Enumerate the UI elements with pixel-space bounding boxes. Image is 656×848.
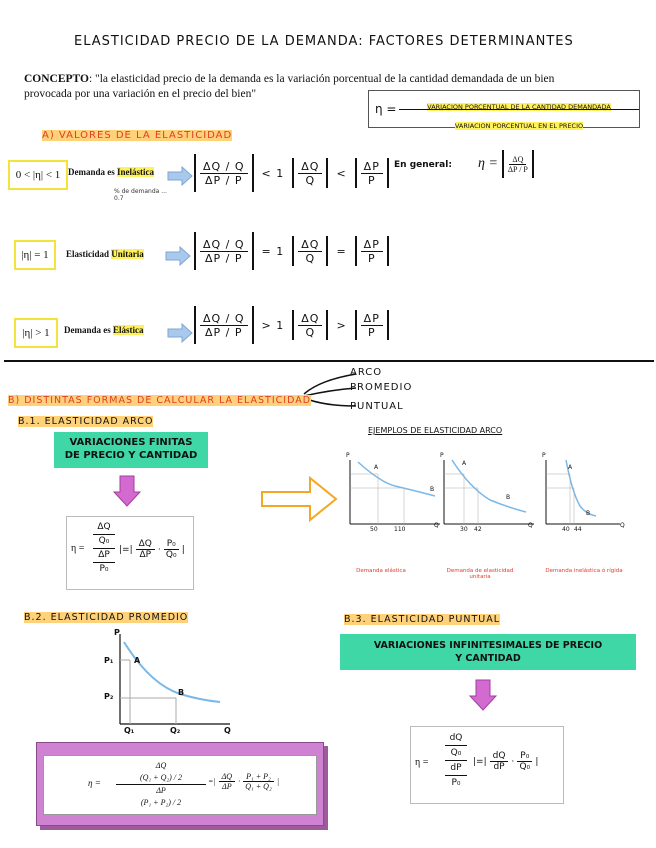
b2-q2: Q₂ xyxy=(170,726,181,735)
ex2-x1: 30 xyxy=(460,526,468,533)
formula-elastic: $\frac{\Delta Q / Q}{\Delta P / P}$ > 1 $\frac{\Delta Q}{Q}$ > $\frac{\Delta P}{P}$ xyxy=(194,306,389,344)
b2-axis-p: P xyxy=(114,628,120,637)
ex1-axis-q: Q xyxy=(434,522,439,529)
ex2-caption: Demanda de elasticidad unitaria xyxy=(446,568,514,580)
b2-p1: P₁ xyxy=(104,656,114,665)
definition-eta: η = xyxy=(375,102,397,116)
b3-title: B.3. ELASTICIDAD PUNTUAL xyxy=(344,614,501,625)
big-arrow-icon xyxy=(260,474,340,524)
b2-title: B.2. ELASTICIDAD PROMEDIO xyxy=(24,612,189,623)
note-inelastic: % de demanda ... 0.7 xyxy=(114,188,167,202)
condition-unitary: |η| = 1 xyxy=(14,240,56,270)
ex2-a: A xyxy=(462,460,467,467)
b1-formula-box: η = ΔQ Q₀ ΔP P₀ |=| $\frac{\Delta Q}{\Delta P}$ · $\frac{\text{P₀}}{\text{Q₀}}$ | xyxy=(66,516,194,590)
section-a-title: A) VALORES DE LA ELASTICIDAD xyxy=(42,130,233,141)
arrow-right-icon xyxy=(168,324,192,342)
page-title: ELASTICIDAD PRECIO DE LA DEMANDA: FACTORES DETERMINANTES xyxy=(74,34,574,49)
examples-title: EJEMPLOS DE ELASTICIDAD ARCO xyxy=(368,426,503,435)
arrow-right-icon xyxy=(166,247,190,265)
ex2-x2: 42 xyxy=(474,526,482,533)
b2-axis-q: Q xyxy=(224,726,231,735)
definition-denominator: VARIACION PORCENTUAL EN EL PRECIO xyxy=(454,122,584,130)
arrow-right-icon xyxy=(168,167,192,185)
ex3-x1: 40 xyxy=(562,526,570,533)
ex1-a: A xyxy=(374,464,379,471)
formula-unitary: $\frac{\Delta Q / Q}{\Delta P / P}$ = 1 $\frac{\Delta Q}{Q}$ = $\frac{\Delta P}{P}$ xyxy=(194,232,389,270)
ex3-a: A xyxy=(568,464,573,471)
b2-b: B xyxy=(178,688,185,697)
ex2-b: B xyxy=(506,494,511,501)
section-b-title: B) DISTINTAS FORMAS DE CALCULAR LA ELASTICIDAD xyxy=(8,395,312,406)
label-unitary: Elasticidad Unitaria xyxy=(66,249,144,259)
ex1-caption: Demanda elástica xyxy=(356,568,406,574)
ex3-axis-q: Q xyxy=(620,522,625,529)
b2-a: A xyxy=(134,656,141,665)
b2-formula-box: η = ΔQ (Q₁ + Q₂) / 2 ΔP (P₁ + P₂) / 2 =| $\frac{\Delta Q}{\Delta P}$ · $\frac{\text{P₁ + P₂}}{\text{Q₁ + Q₂}}$ | xyxy=(36,742,324,826)
concept-line2: provocada por una variación en el precio del bien" xyxy=(24,88,257,100)
b3-eta: η = xyxy=(415,757,429,768)
condition-inelastic: 0 < |η| < 1 xyxy=(8,160,68,190)
b3-formula-box: η = dQ Q₀ dP P₀ |=| $\frac{dQ}{dP}$ · $\frac{\text{P₀}}{\text{Q₀}}$ | xyxy=(410,726,564,804)
b2-big-frac: ΔQ (Q₁ + Q₂) / 2 ΔP (P₁ + P₂) / 2 xyxy=(116,760,206,809)
b3-down-arrow xyxy=(468,678,498,712)
ex2-axis-q: Q xyxy=(528,522,533,529)
general-label: En general: xyxy=(394,160,452,170)
b3-box: VARIACIONES INFINITESIMALES DE PRECIO Y CANTIDAD xyxy=(340,634,636,670)
b2-p2: P₂ xyxy=(104,692,114,701)
definition-numerator: VARIACION PORCENTUAL DE LA CANTIDAD DEMANDADA xyxy=(427,103,611,111)
ex3-caption: Demanda inelástica ó rígida xyxy=(545,568,623,574)
b3-big-frac: dQ Q₀ dP P₀ xyxy=(445,731,467,790)
ex1-axis-p: P xyxy=(346,452,350,459)
b1-down-arrow xyxy=(112,474,142,508)
b2-q1: Q₁ xyxy=(124,726,135,735)
b2-chart xyxy=(100,628,240,738)
general-formula: η = $\frac{\Delta Q}{\Delta P / P}$ xyxy=(478,150,534,178)
method-arco: ARCO xyxy=(350,367,383,378)
section-divider xyxy=(4,360,654,362)
b1-title: B.1. ELASTICIDAD ARCO xyxy=(18,416,154,427)
b1-big-frac: ΔQ Q₀ ΔP P₀ xyxy=(93,521,115,576)
ex3-axis-p: P xyxy=(542,452,546,459)
b1-box: VARIACIONES FINITAS DE PRECIO Y CANTIDAD xyxy=(54,432,208,468)
label-inelastic: Demanda es Inelástica xyxy=(68,167,154,177)
concept-label: CONCEPTO xyxy=(24,73,89,85)
arrow-down-icon xyxy=(470,680,496,710)
b1-eta: η = xyxy=(71,543,85,554)
method-promedio: PROMEDIO xyxy=(350,382,413,393)
ex1-x1: 50 xyxy=(370,526,378,533)
concept-line1: : "la elasticidad precio de la demanda es la variación porcentual de la cantidad demandada de un bien xyxy=(88,73,555,85)
arrow-down-icon xyxy=(114,476,140,506)
ex3-x2: 44 xyxy=(574,526,582,533)
condition-elastic: |η| > 1 xyxy=(14,318,58,348)
ex1-x2: 110 xyxy=(394,526,406,533)
label-elastic: Demanda es Elástica xyxy=(64,325,144,335)
ex1-b: B xyxy=(430,486,435,493)
ex2-axis-p: P xyxy=(440,452,444,459)
formula-inelastic: $\frac{\Delta Q / Q}{\Delta P / P}$ < 1 $\frac{\Delta Q}{Q}$ < $\frac{\Delta P}{P}$ xyxy=(194,154,389,192)
method-puntual: PUNTUAL xyxy=(350,401,404,412)
ex3-b: B xyxy=(586,510,591,517)
b2-eta: η = xyxy=(88,778,101,788)
